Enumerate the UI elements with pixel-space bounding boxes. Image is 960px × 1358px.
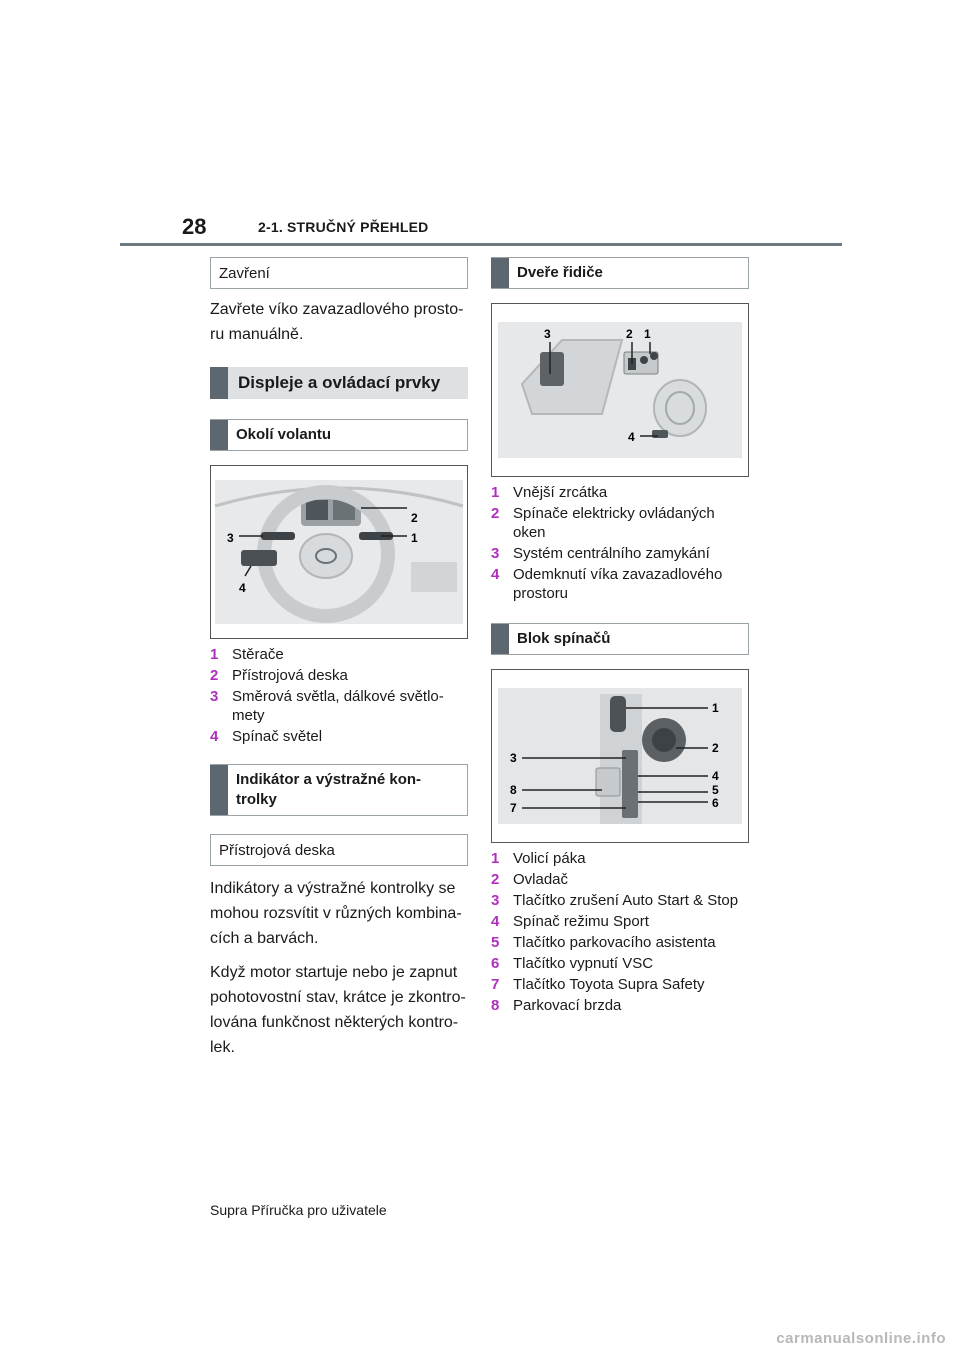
indicator-heading-title: Indikátor a výstražné kon-trolky — [236, 771, 422, 808]
list-item: 3 Systém centrálního zamykání — [491, 545, 710, 562]
steering-callout-list — [210, 645, 468, 746]
switch-heading — [491, 623, 749, 655]
page-number: 28 — [182, 214, 207, 239]
heading-bar — [210, 367, 228, 399]
steering-marker-2: 2 — [411, 511, 418, 525]
switch-marker-5: 5 — [712, 783, 719, 797]
door-heading — [491, 257, 749, 289]
indicator-heading — [210, 764, 468, 816]
door-illustration — [492, 304, 748, 476]
switch-figure — [491, 669, 749, 843]
switch-marker-7: 7 — [510, 801, 517, 815]
list-item: 4 Spínač režimu Sport — [491, 913, 649, 930]
indicator-text-2: Když motor startuje nebo je zapnut pohotovostní stav, krátce je zkontro-lována funkčnost některých kontro-lek. — [210, 964, 466, 1056]
list-item: 3 Směrová světla, dálkové světlo-mety — [210, 688, 444, 724]
cluster-subheading: Přístrojová deska — [210, 834, 468, 866]
right-column — [491, 257, 749, 1017]
door-marker-3: 3 — [544, 327, 551, 341]
switch-marker-2: 2 — [712, 741, 719, 755]
list-item: 1 Vnější zrcátka — [491, 484, 608, 501]
list-item: 7 Tlačítko Toyota Supra Safety — [491, 976, 705, 993]
steering-figure — [210, 465, 468, 639]
steering-illustration — [211, 466, 467, 638]
list-item: 5 Tlačítko parkovacího asistenta — [491, 934, 716, 951]
chapter-title: 2-1. STRUČNÝ PŘEHLED — [258, 219, 429, 235]
list-item: 1 Volicí páka — [491, 850, 586, 867]
switch-callout-list — [491, 849, 749, 1015]
heading-bar — [210, 420, 228, 450]
door-marker-4: 4 — [628, 430, 635, 444]
displays-section-heading — [210, 367, 468, 399]
switch-marker-1: 1 — [712, 701, 719, 715]
door-marker-2: 2 — [626, 327, 633, 341]
switch-illustration — [492, 670, 748, 842]
steering-marker-4: 4 — [239, 581, 246, 595]
steering-heading-title: Okolí volantu — [236, 426, 332, 443]
list-item: 8 Parkovací brzda — [491, 997, 622, 1014]
watermark: carmanualsonline.info — [776, 1330, 946, 1347]
list-item: 1 Stěrače — [210, 646, 284, 663]
steering-marker-3: 3 — [227, 531, 234, 545]
left-column — [210, 257, 468, 1060]
switch-marker-4: 4 — [712, 769, 719, 783]
footer-text: Supra Příručka pro uživatele — [210, 1202, 387, 1218]
switch-marker-8: 8 — [510, 783, 517, 797]
header-rule — [120, 243, 842, 246]
heading-bar — [210, 765, 228, 815]
steering-marker-1: 1 — [411, 531, 418, 545]
door-marker-1: 1 — [644, 327, 651, 341]
steering-heading — [210, 419, 468, 451]
closing-subheading: Zavření — [210, 257, 468, 289]
list-item: 4 Spínač světel — [210, 728, 323, 745]
list-item: 2 Spínače elektricky ovládaných oken — [491, 505, 715, 541]
heading-bar — [491, 624, 509, 654]
switch-marker-6: 6 — [712, 796, 719, 810]
door-heading-title: Dveře řidiče — [517, 264, 603, 281]
indicator-text-1: Indikátory a výstražné kontrolky se mohou rozsvítit v různých kombina-cích a barvách. — [210, 880, 462, 947]
list-item: 2 Ovladač — [491, 871, 569, 888]
switch-heading-title: Blok spínačů — [517, 630, 611, 647]
list-item: 2 Přístrojová deska — [210, 667, 348, 684]
list-item: 3 Tlačítko zrušení Auto Start & Stop — [491, 892, 739, 909]
door-callout-list — [491, 483, 749, 603]
heading-bar — [491, 258, 509, 288]
list-item: 6 Tlačítko vypnutí VSC — [491, 955, 654, 972]
displays-section-title: Displeje a ovládací prvky — [238, 373, 441, 392]
door-figure — [491, 303, 749, 477]
list-item: 4 Odemknutí víka zavazadlového prostoru — [491, 566, 723, 602]
switch-marker-3: 3 — [510, 751, 517, 765]
closing-text: Zavřete víko zavazadlového prosto-ru manuálně. — [210, 301, 464, 343]
